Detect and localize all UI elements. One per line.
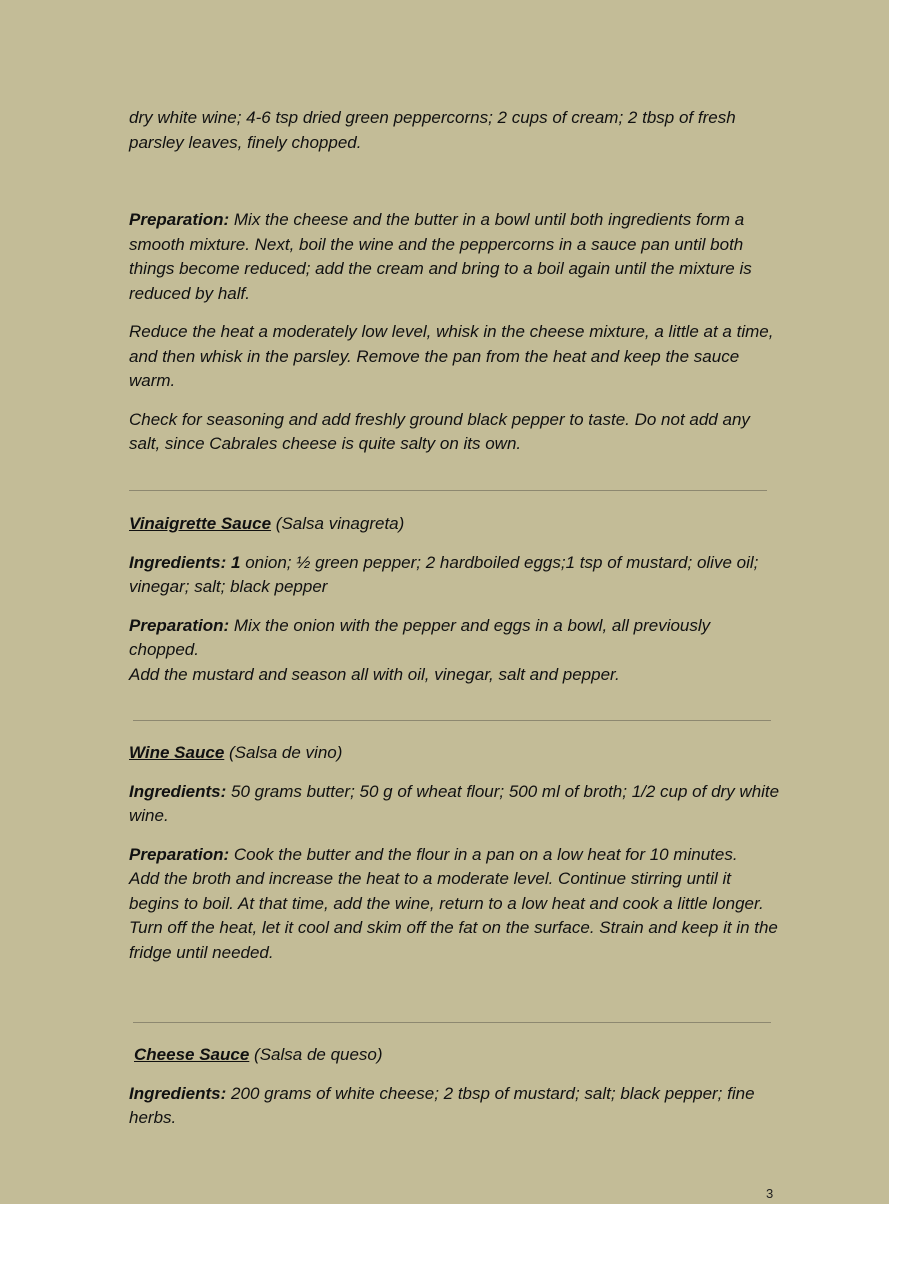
ingredients-label: Ingredients: 1 — [129, 552, 241, 572]
ingredients-text: 50 grams butter; 50 g of wheat flour; 500 ml of broth; 1/2 cup of dry white wine. — [129, 781, 780, 825]
cabrales-para2: Reduce the heat a moderately low level, whisk in the cheese mixture, a little at a time, and then whisk in the parsley. Remove the pan from the heat and keep the sauce warm. — [129, 322, 774, 390]
cheese-heading — [129, 1043, 781, 1068]
prep-text: Cook the butter and the flour in a pan on a low heat for 10 minutes. — [233, 844, 738, 864]
ingredients-label: Ingredients: — [129, 781, 227, 801]
cabrales-preparation — [129, 208, 781, 457]
prep-label: Preparation: — [129, 844, 230, 864]
vinaigrette-preparation — [129, 614, 781, 663]
section-title: Cheese Sauce — [134, 1045, 250, 1064]
prep-text: Mix the onion with the pepper and eggs in a bowl, all previously chopped. — [129, 615, 711, 659]
vinaigrette-prep-line2: Add the mustard and season all with oil, vinegar, salt and pepper. — [129, 664, 620, 684]
section-divider — [129, 490, 767, 491]
section-subtitle: (Salsa de vino) — [229, 743, 343, 762]
intro-ingredients — [129, 106, 781, 155]
section-title: Vinaigrette Sauce — [129, 514, 272, 533]
cabrales-prep-paragraph — [129, 208, 781, 306]
cabrales-para3: Check for seasoning and add freshly ground black pepper to taste. Do not add any salt, since Cabrales cheese is quite salty on its own. — [129, 409, 750, 453]
prep-label: Preparation: — [129, 615, 230, 635]
vinaigrette-heading — [129, 512, 781, 537]
vinaigrette-section — [129, 512, 781, 687]
prep-text: Mix the cheese and the butter in a bowl until both ingredients form a smooth mixture. Next, boil the wine and the peppercorns in a sauce pan until both things become reduced; add the cream and bring to a boil again until the mixture is reduced by half. — [129, 210, 752, 303]
prep-label: Preparation: — [129, 210, 230, 229]
page-number: 3 — [766, 1186, 774, 1201]
wine-preparation — [129, 843, 781, 868]
section-divider — [133, 1022, 771, 1023]
wine-ingredients — [129, 780, 781, 829]
wine-heading — [129, 741, 781, 766]
section-subtitle: (Salsa vinagreta) — [275, 514, 405, 533]
vinaigrette-ingredients — [129, 551, 781, 600]
intro-text: dry white wine; 4-6 tsp dried green peppercorns; 2 cups of cream; 2 tbsp of fresh parsley leaves, finely chopped. — [129, 108, 736, 152]
wine-prep-line2: Add the broth and increase the heat to a moderate level. Continue stirring until it begins to boil. At that time, add the wine, return to a low heat and cook a little longer. Turn off the heat, let it cool and skim off the fat on the surface. Strain and keep it in the fridge until needed. — [129, 869, 778, 962]
ingredients-text: 200 grams of white cheese; 2 tbsp of mustard; salt; black pepper; fine herbs. — [129, 1083, 755, 1127]
cheese-ingredients — [129, 1082, 781, 1131]
wine-section — [129, 741, 781, 965]
section-title: Wine Sauce — [129, 743, 225, 762]
section-divider — [133, 720, 771, 721]
section-subtitle: (Salsa de queso) — [254, 1045, 383, 1064]
cheese-section — [129, 1043, 781, 1131]
ingredients-label: Ingredients: — [129, 1083, 227, 1103]
ingredients-text: onion; ½ green pepper; 2 hardboiled eggs;1 tsp of mustard; olive oil; vinegar; salt; black pepper — [129, 552, 759, 596]
